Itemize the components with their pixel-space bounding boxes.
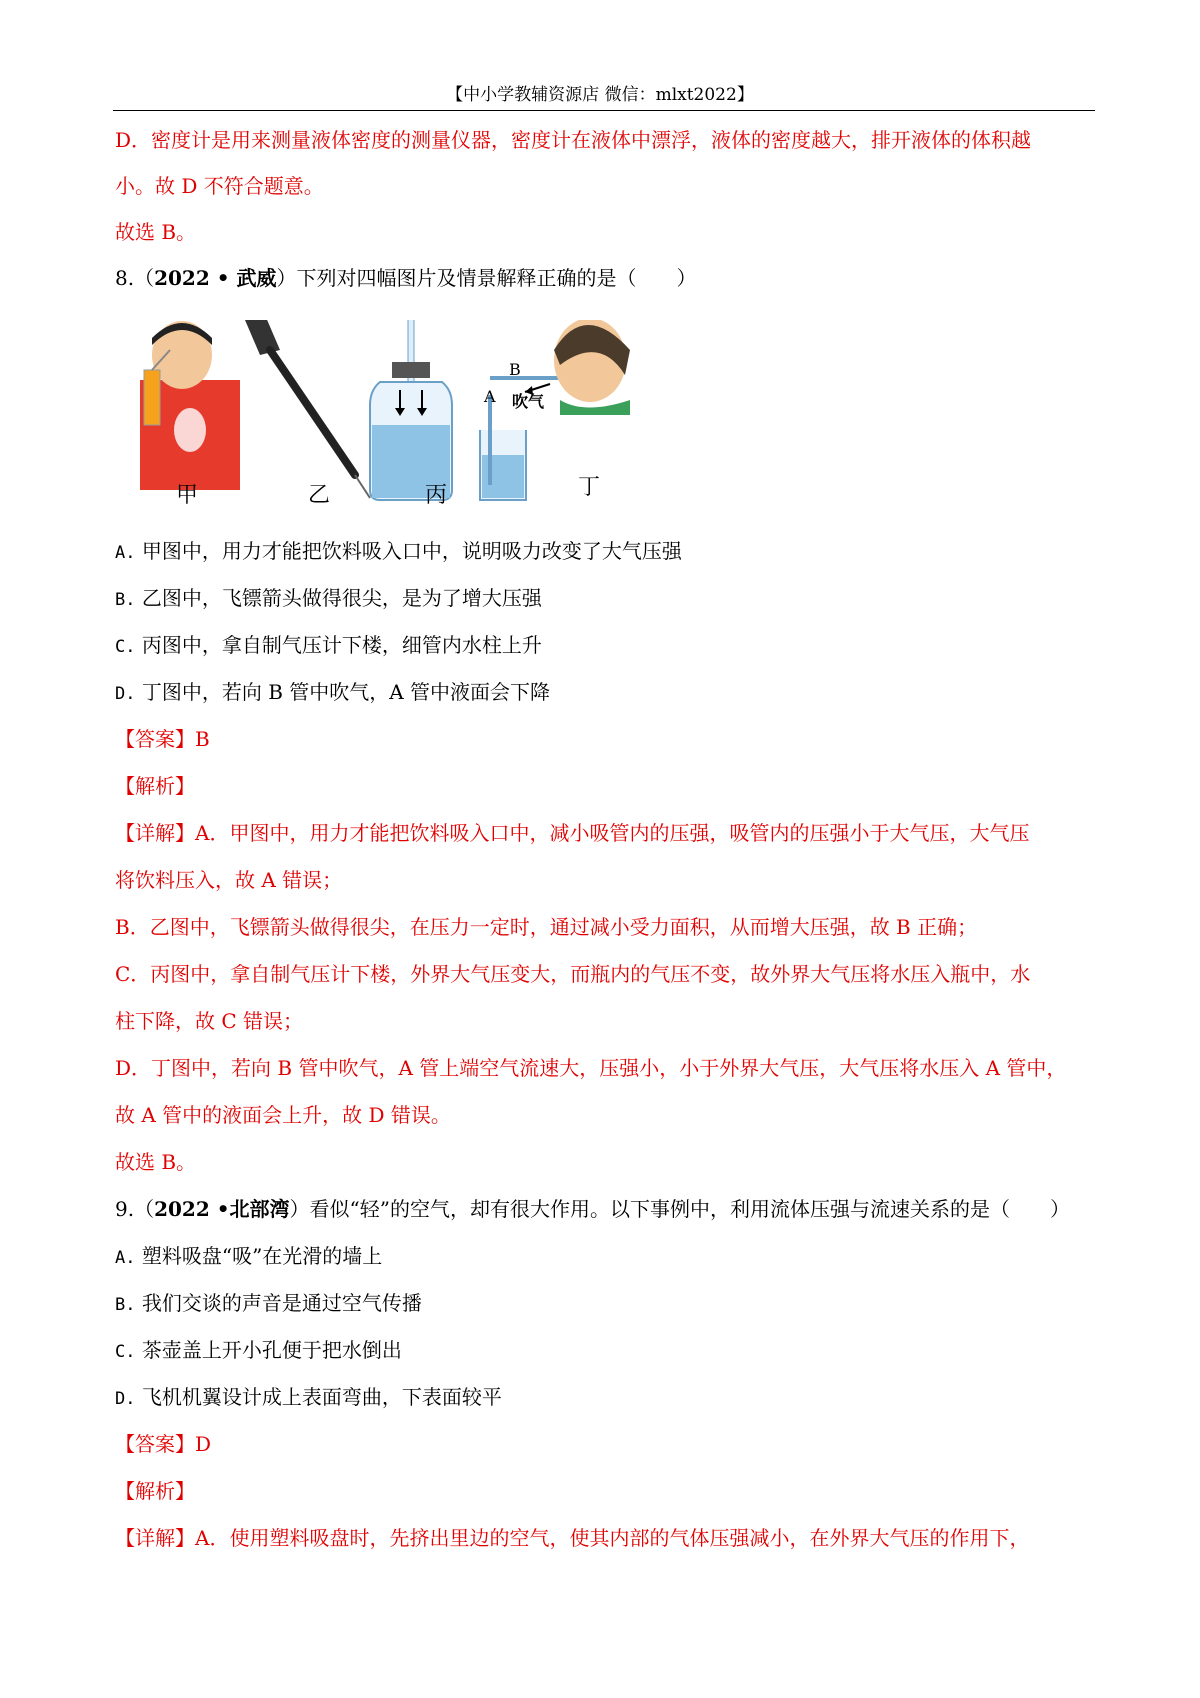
q9-option-c: C. 茶壶盖上开小孔便于把水倒出 [115,1338,402,1362]
q8-option-b: B. 乙图中，飞镖箭头做得很尖，是为了增大压强 [115,586,542,610]
q7-option-d-explanation-line2: 小。故 D 不符合题意。 [115,174,324,198]
q8-answer: 【答案】B [115,727,210,751]
q7-select: 故选 B。 [115,220,197,244]
header-divider [113,110,1095,111]
q8-source: 2022 • 武威 [154,266,277,290]
q8-option-a: A. 甲图中，用力才能把饮料吸入口中，说明吸力改变了大气压强 [115,539,682,563]
figure-label-jia: 甲 [176,483,199,508]
figure-label-bing: 丙 [425,483,448,508]
q8-figure [130,320,690,520]
q8-detail-line5: 柱下降，故 C 错误； [115,1009,304,1033]
label-b: B [509,360,521,379]
figure-yi-dart [245,320,370,498]
label-a: A [484,387,496,406]
figure-label-ding: 丁 [578,475,601,500]
q7-option-d-explanation-line1: D．密度计是用来测量液体密度的测量仪器，密度计在液体中漂浮，液体的密度越大，排开液体的体积越 [115,128,1032,152]
figure-ding-boy-blowing [480,320,630,500]
q8-option-d: D. 丁图中，若向 B 管中吹气，A 管中液面会下降 [115,680,551,704]
q9-detail-line1: 【详解】A．使用塑料吸盘时，先挤出里边的空气，使其内部的气体压强减小，在外界大气压的作用下， [115,1526,1030,1550]
figure-bing-barometer [370,320,452,500]
q8-stem: 8.（2022 • 武威）下列对四幅图片及情景解释正确的是（ ） [115,266,697,290]
label-blow: 吹气 [512,392,545,411]
q9-stem: 9.（2022 •北部湾）看似“轻”的空气，却有很大作用。以下事例中，利用流体压强与流速关系的是（ ） [115,1197,1070,1221]
q9-option-a: A. 塑料吸盘“吸”在光滑的墙上 [115,1244,383,1268]
q8-analysis-label: 【解析】 [115,774,195,798]
q8-detail-line7: 故 A 管中的液面会上升，故 D 错误。 [115,1103,451,1127]
q9-option-b: B. 我们交谈的声音是通过空气传播 [115,1291,422,1315]
q9-option-d: D. 飞机机翼设计成上表面弯曲，下表面较平 [115,1385,502,1409]
figure-jia-boy-drinking [140,321,240,490]
q8-select: 故选 B。 [115,1150,197,1174]
q8-option-c: C. 丙图中，拿自制气压计下楼，细管内水柱上升 [115,633,542,657]
q9-answer: 【答案】D [115,1432,212,1456]
page-header: 【中小学教辅资源店 微信：mlxt2022】 [446,85,754,105]
q8-detail-line6: D．丁图中，若向 B 管中吹气，A 管上端空气流速大，压强小，小于外界大气压，大气压将水压入 A 管中， [115,1056,1067,1080]
q9-source: 2022 •北部湾 [154,1197,290,1221]
q8-detail-line3: B．乙图中，飞镖箭头做得很尖，在压力一定时，通过减小受力面积，从而增大压强，故 B 正确； [115,915,978,939]
q8-detail-line1: 【详解】A．甲图中，用力才能把饮料吸入口中，减小吸管内的压强，吸管内的压强小于大气压，大气压 [115,821,1030,845]
q9-analysis-label: 【解析】 [115,1479,195,1503]
q8-detail-line4: C．丙图中，拿自制气压计下楼，外界大气压变大，而瓶内的气压不变，故外界大气压将水压入瓶中，水 [115,962,1031,986]
figure-label-yi: 乙 [308,483,331,508]
q8-detail-line2: 将饮料压入，故 A 错误； [115,868,343,892]
